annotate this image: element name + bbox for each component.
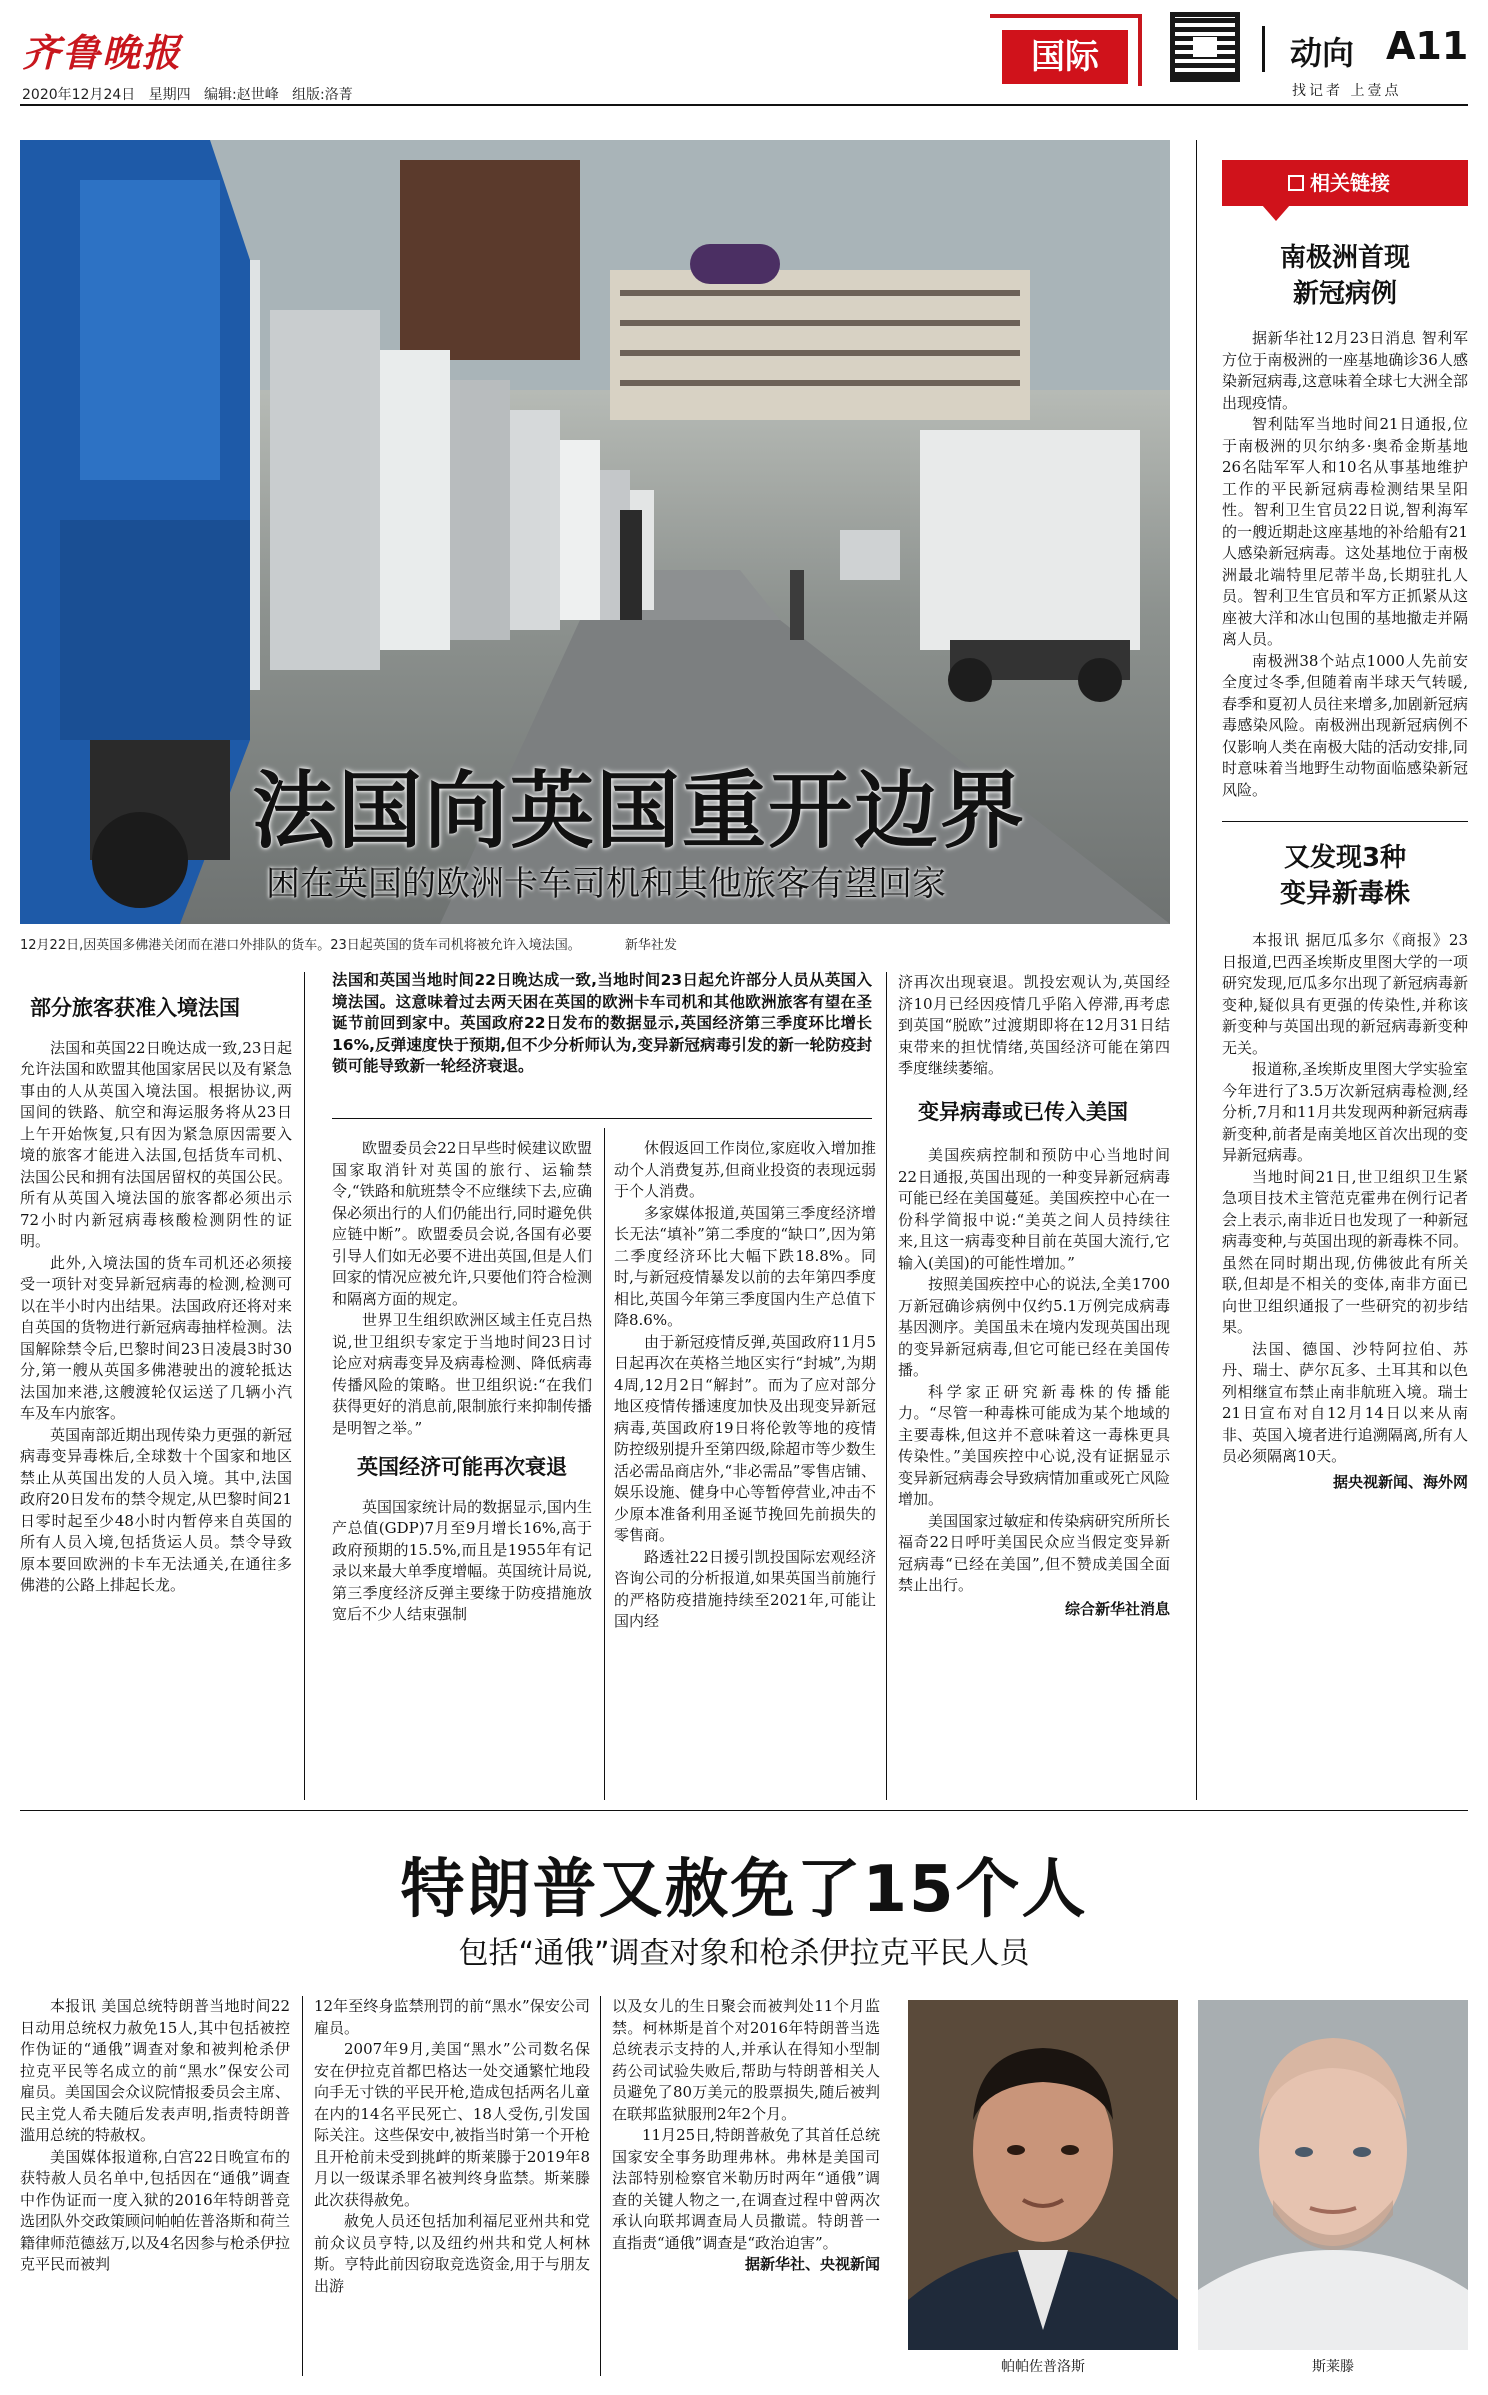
second-col1-body — [20, 1996, 290, 2276]
qr-code-icon[interactable] — [1170, 12, 1240, 82]
paper-logo: 齐鲁晚报 — [22, 30, 183, 75]
lead-col2-body — [332, 1138, 592, 1439]
paragraph: 休假返回工作岗位,家庭收入增加推动个人消费复苏,但商业投资的表现远弱于个人消费。 — [614, 1139, 876, 1200]
section-tag: 国际 — [1002, 30, 1128, 84]
second-subheadline: 包括“通俄”调查对象和枪杀伊拉克平民人员 — [458, 1936, 1030, 1971]
masthead-rule — [20, 104, 1468, 106]
paragraph: 欧盟委员会22日早些时候建议欧盟国家取消针对英国的旅行、运输禁令,“铁路和航班禁令不应继续下去,应确保必须出行的人们仍能出行,同时避免供应链中断”。欧盟委员会说,各国有必要引导人们如无必要不进出英国,但是人们回家的情况应被允许,只要他们符合检测和隔离方面的规定。 — [332, 1139, 592, 1308]
doc-icon — [1288, 175, 1304, 191]
lead-column-3 — [614, 1138, 876, 1633]
paragraph: 报道称,圣埃斯皮里图大学实验室今年进行了3.5万次新冠病毒检测,经分析,7月和11月共发现两种新冠病毒新变种,前者是南美地区首次出现的变异新冠病毒。 — [1222, 1060, 1468, 1164]
sidebar-tag-triangle — [1262, 205, 1290, 221]
lead-column-1 — [20, 992, 292, 1597]
lead-col3-body — [614, 1138, 876, 1633]
second-column-2 — [314, 1996, 590, 2297]
subsection-title: 动向 — [1290, 34, 1355, 72]
masthead — [0, 0, 1488, 103]
lede-text: 法国和英国当地时间22日晚达成一致,当地时间23日起允许部分人员从英国入境法国。这意味着过去两天困在英国的欧洲卡车司机和其他欧洲旅客有望在圣诞节前回到家中。英国政府22日发布的数据显示,英国经济第三季度环比增长16%,反弹速度快于预期,但不少分析师认为,变异新冠病毒引发的新一轮防疫封锁可能导致新一轮经济衰退。 — [332, 971, 872, 1075]
lead-col1-body — [20, 1038, 292, 1597]
lead-subheadline: 困在英国的欧洲卡车司机和其他旅客有望回家 — [266, 864, 946, 904]
subhead-us-variant: 变异病毒或已传入美国 — [918, 1099, 1128, 1124]
paragraph: 路透社22日援引凯投国际宏观经济咨询公司的分析报道,如果英国当前施行的严格防疫措施持续至2021年,可能让国内经 — [614, 1547, 876, 1630]
paragraph: 据新华社12月23日消息 智利军方位于南极洲的一座基地确诊36人感染新冠病毒,这意味着全球七大洲全部出现疫情。 — [1222, 329, 1468, 412]
portrait-caption-1: 帕帕佐普洛斯 — [1001, 2359, 1085, 2375]
second-col2-body — [314, 1996, 590, 2297]
paragraph: 法国、德国、沙特阿拉伯、苏丹、瑞士、萨尔瓦多、土耳其和以色列相继宣布禁止南非航班入境。瑞士21日宣布对自12月14日以来从南非、英国入境者进行追溯隔离,所有人员必须隔离10天。 — [1222, 1339, 1468, 1465]
sidebar-headline-1: 南极洲首现 新冠病例 — [1279, 243, 1410, 309]
issue-weekday: 星期四 — [148, 87, 191, 103]
paragraph: 法国和英国22日晚达成一致,23日起允许法国和欧盟其他国家居民以及有紧急事由的人从英国入境法国。根据协议,两国间的铁路、航空和海运服务将从23日上午开始恢复,只有因为紧急原因需要入境的旅客才能进入法国,包括货车司机、法国公民和拥有法国居留权的英国公民。所有从英国入境法国的旅客都必须出示72小时内新冠病毒核酸检测阴性的证明。 — [20, 1038, 292, 1250]
sidebar-body-1 — [1222, 328, 1468, 801]
paragraph: 此外,入境法国的货车司机还必须接受一项针对变异新冠病毒的检测,检测可以在半小时内出结果。法国政府还将对来自英国的货物进行新冠病毒抽样检测。法国解除禁令后,巴黎时间23日凌晨3时30分,第一艘从英国多佛港驶出的渡轮抵达法国加来港,这艘渡轮仅运送了几辆小汽车及车内旅客。 — [20, 1253, 292, 1422]
second-column-3 — [612, 1996, 880, 2276]
sidebar-column — [1222, 240, 1468, 1493]
subhead-entry-france: 部分旅客获准入境法国 — [30, 996, 240, 1020]
paragraph: 智利陆军当地时间21日通报,位于南极洲的贝尔纳多·奥希金斯基地26名陆军军人和10名从事基地维护工作的平民新冠病毒检测结果呈阳性。智利卫生官员22日说,智利海军的一艘近期赴这座基地的补给船有21人感染新冠病毒。这处基地位于南极洲最北端特里尼蒂半岛,长期驻扎人员。智利卫生官员和军方正抓紧从这座被大洋和冰山包围的基地撤走并隔离人员。 — [1222, 415, 1468, 648]
portrait-papadopoulos — [908, 2000, 1178, 2350]
lead-photo — [20, 140, 1170, 924]
col-divider — [600, 1996, 601, 2376]
paragraph: 2007年9月,美国“黑水”公司数名保安在伊拉克首都巴格达一处交通繁忙地段向手无寸铁的平民开枪,造成包括两名儿童在内的14名平民死亡、18人受伤,引发国际关注。这些保安中,被指当时第一个开枪且开枪前未受到挑衅的斯莱滕于2019年8月以一级谋杀罪名被判终身监禁。斯莱滕此次获得赦免。 — [314, 2040, 590, 2209]
second-col3-body — [612, 1996, 880, 2254]
paragraph: 南极洲38个站点1000人先前安全度过冬季,但随着南半球天气转暖,春季和夏初人员往来增多,加剧新冠病毒感染风险。南极洲出现新冠病例不仅影响人类在南极大陆的活动安排,同时意味着当地野生动物面临感染新冠风险。 — [1222, 651, 1468, 799]
paragraph: 美国疾病控制和预防中心当地时间22日通报,英国出现的一种变异新冠病毒可能已经在美国蔓延。美国疾控中心在一份科学简报中说:“美英之间人员持续往来,且这一病毒变种目前在英国大流行,它输入(美国)的可能性增加。” — [898, 1146, 1170, 1272]
portrait-caption-2: 斯莱滕 — [1312, 2359, 1354, 2375]
paragraph: 由于新冠疫情反弹,英国政府11月5日起再次在英格兰地区实行“封城”,为期4周,12月2日“解封”。而为了应对部分地区疫情传播速度加快及出现变异新冠病毒,英国政府19日将伦敦等地的疫情防控级别提升至第四级,除超市等少数生活必需品商店外,“非必需品”零售店铺、娱乐设施、健身中心等暂停营业,冲击不少原本准备利用圣诞节挽回先前损失的零售商。 — [614, 1332, 876, 1544]
paragraph: 英国国家统计局的数据显示,国内生产总值(GDP)7月至9月增长16%,高于政府预期的15.5%,而且是1955年有记录以来最大单季度增幅。英国统计局说,第三季度经济反弹主要缘于防疫措施放宽后不少人结束强制 — [332, 1497, 592, 1623]
lead-headline: 法国向英国重开边界 — [252, 762, 1027, 860]
sidebar-divider — [1196, 140, 1197, 1800]
paragraph: 多家媒体报道,英国第三季度经济增长无法“填补”第二季度的“缺口”,因为第二季度经济环比大幅下跌18.8%。同时,与新冠疫情暴发以前的去年第四季度相比,英国今年第三季度国内生产总值下降8.6%。 — [614, 1203, 876, 1329]
sidebar-tag — [1222, 160, 1468, 206]
lead-col2b-body — [332, 1497, 592, 1626]
col-divider — [604, 1128, 605, 1800]
paragraph: 赦免人员还包括加利福尼亚州共和党前众议员亨特,以及纽约州共和党人柯林斯。亨特此前因窃取竞选资金,用于与朋友出游 — [314, 2212, 590, 2295]
lead-col4a-body — [898, 972, 1170, 1080]
lead-credit: 综合新华社消息 — [1064, 1599, 1170, 1618]
second-column-1 — [20, 1996, 290, 2276]
paragraph: 本报讯 美国总统特朗普当地时间22日动用总统权力赦免15人,其中包括被控作伪证的“通俄”调查对象和被判枪杀伊拉克平民等名成立的前“黑水”保安公司雇员。美国国会众议院情报委员会主席、民主党人希夫随后发表声明,指责特朗普滥用总统的特赦权。 — [20, 1997, 291, 2144]
photo-credit: 新华社发 — [624, 938, 677, 953]
col-divider — [304, 972, 305, 1800]
paragraph: 以及女儿的生日聚会而被判处11个月监禁。柯林斯是首个对2016年特朗普当选总统表示支持的人,并承认在得知小型制药公司试验失败后,帮助与特朗普相关人员避免了80万美元的股票损失,随后被判在联邦监狱服刑2年2个月。 — [612, 1997, 880, 2123]
lead-lede — [332, 970, 872, 1078]
second-credit: 据新华社、央视新闻 — [744, 2255, 880, 2273]
lead-col4-body — [898, 1145, 1170, 1597]
paragraph: 英国南部近期出现传染力更强的新冠病毒变异毒株后,全球数十个国家和地区禁止从英国出发的人员入境。其中,法国政府20日发布的禁令规定,从巴黎时间21日零时起至少48小时内暂停来自英国的所有人员入境,包括货运人员。禁令导致原本要回欧洲的卡车无法通关,在通往多佛港的公路上排起长龙。 — [20, 1425, 292, 1594]
col-divider — [886, 972, 887, 1800]
story-separator — [20, 1810, 1468, 1811]
portrait-illustration — [908, 2000, 1178, 2350]
page-number: A11 — [1386, 24, 1469, 68]
lead-column-4 — [898, 972, 1170, 1620]
paragraph: 美国国家过敏症和传染病研究所所长福奇22日呼吁美国民众应当假定变异新冠病毒“已经在美国”,但不赞成美国全面禁止出行。 — [898, 1511, 1170, 1594]
portrait-slatten — [1198, 2000, 1468, 2350]
layout-credit: 组版:洛菁 — [292, 87, 353, 103]
sidebar-credit: 据央视新闻、海外网 — [1332, 1472, 1468, 1491]
header-divider — [1262, 26, 1265, 72]
sidebar-rule — [1222, 821, 1468, 822]
col-divider — [302, 1996, 303, 2376]
paragraph: 世界卫生组织欧洲区域主任克吕热说,世卫组织专家定于当地时间23日讨论应对病毒变异及病毒检测、降低病毒传播风险的策略。世卫组织说:“在我们获得更好的消息前,限制旅行来抑制传播是明智之举。” — [332, 1311, 592, 1437]
sidebar-tag-label: 相关链接 — [1310, 171, 1390, 195]
sidebar-headline-2: 又发现3种 变异新毒株 — [1279, 843, 1410, 909]
lead-column-2 — [332, 1138, 592, 1626]
subhead-uk-recession: 英国经济可能再次衰退 — [357, 1455, 567, 1479]
paragraph: 按照美国疾控中心的说法,全美1700万新冠确诊病例中仅约5.1万例完成病毒基因测序。美国虽未在境内发现英国出现的变异新冠病毒,但它可能已经在美国传播。 — [898, 1275, 1170, 1379]
paragraph: 科学家正研究新毒株的传播能力。“尽管一种毒株可能成为某个地域的主要毒株,但这并不意味着这一毒株更具传染性。”美国疾控中心说,没有证据显示变异新冠病毒会导致病情加重或死亡风险增加。 — [898, 1382, 1170, 1508]
paragraph: 11月25日,特朗普赦免了其首任总统国家安全事务助理弗林。弗林是美国司法部特别检察官米勒历时两年“通俄”调查的关键人物之一,在调查过程中曾两次承认向联邦调查局人员撒谎。特朗普一直指责“通俄”调查是“政治迫害”。 — [612, 2126, 880, 2252]
second-headline: 特朗普又赦免了15个人 — [400, 1853, 1088, 1927]
paragraph: 12年至终身监禁刑罚的前“黑水”保安公司雇员。 — [314, 1997, 590, 2037]
paragraph: 本报讯 据厄瓜多尔《商报》23日报道,巴西圣埃斯皮里图大学的一项研究发现,厄瓜多尔出现了新冠病毒新变种,疑似具有更强的传染性,并称该新变种与英国出现的新冠病毒新变种无关。 — [1222, 931, 1468, 1057]
portrait-illustration — [1198, 2000, 1468, 2350]
paragraph: 当地时间21日,世卫组织卫生紧急项目技术主管范克霍弗在例行记者会上表示,南非近日也发现了一种新冠病毒变种,与英国出现的新毒株不同。虽然在同时期出现,仿佛彼此有所关联,但却是不相关的变体,南非方面已向世卫组织通报了一些研究的初步结果。 — [1222, 1167, 1468, 1336]
hotline-text: 找记者 上壹点 — [1292, 83, 1402, 99]
masthead-date-line — [22, 84, 353, 104]
sidebar-body-2 — [1222, 930, 1468, 1468]
photo-caption — [20, 934, 1170, 953]
photo-caption-text: 12月22日,因英国多佛港关闭而在港口外排队的货车。23日起英国的货车司机将被允许入境法国。 — [20, 938, 581, 953]
paragraph: 济再次出现衰退。凯投宏观认为,英国经济10月已经因疫情几乎陷入停滞,再考虑到英国“脱欧”过渡期即将在12月31日结束带来的担忧情绪,英国经济可能在第四季度继续萎缩。 — [898, 973, 1170, 1077]
lede-rule — [332, 1118, 872, 1119]
editor-credit: 编辑:赵世峰 — [203, 87, 279, 103]
paragraph: 美国媒体报道称,白宫22日晚宣布的获特赦人员名单中,包括因在“通俄”调查中作伪证而一度入狱的2016年特朗普竞选团队外交政策顾问帕帕佐普洛斯和荷兰籍律师范德兹万,以及4名因参与枪杀伊拉克平民而被判 — [20, 2147, 291, 2273]
issue-date: 2020年12月24日 — [22, 87, 136, 103]
